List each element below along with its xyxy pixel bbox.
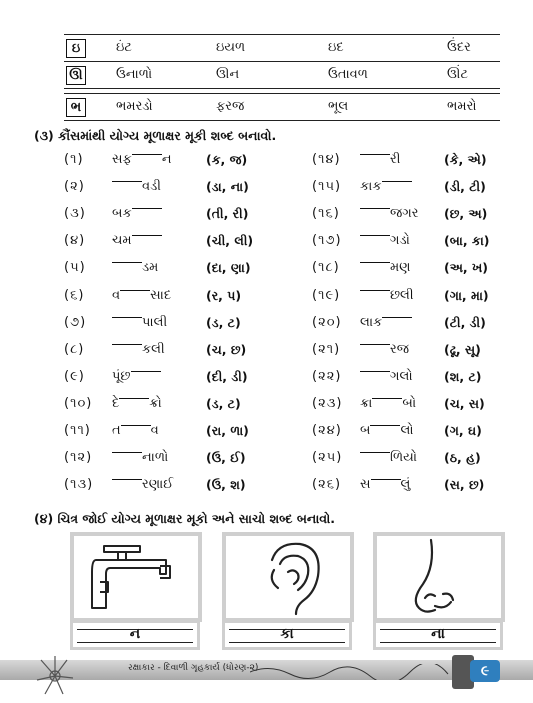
fill-blank-line (112, 452, 142, 453)
fill-blank-line (360, 371, 390, 372)
picture-box (70, 532, 202, 622)
item-word (360, 206, 419, 221)
list-item (64, 313, 294, 333)
word-suffix: ન (161, 152, 172, 167)
ear-icon (226, 536, 350, 618)
fill-blank-line (370, 425, 400, 426)
table-row (64, 62, 500, 89)
item-number: (૨૨) (312, 368, 342, 384)
item-number: (૧૭) (312, 233, 342, 249)
list-item (312, 475, 533, 495)
list-item (312, 313, 533, 333)
word-prefix: કાક (360, 179, 382, 195)
item-number: (૨૧) (312, 341, 341, 357)
item-number: (૧૯) (312, 287, 341, 303)
word-suffix: ળિયો (390, 450, 417, 466)
list-item (312, 367, 533, 387)
item-number: (૧૨) (64, 450, 93, 466)
fill-blank-line (382, 181, 412, 182)
word-cell: ઇંટ (116, 40, 132, 55)
word-suffix: મણ (390, 260, 411, 276)
item-word (112, 369, 161, 384)
letter-cell: ઇ (66, 39, 86, 58)
options-text: (દા, ણા) (206, 260, 251, 276)
word-suffix: રણાઈ (142, 477, 174, 493)
word-cell: ઉંદર (447, 40, 471, 55)
word-suffix: છલી (390, 287, 414, 303)
tap-icon (74, 536, 198, 618)
word-cell: ભૂલ (328, 99, 349, 114)
word-prefix: સફ (112, 152, 132, 167)
item-number: (૭) (64, 314, 87, 330)
item-number: (૧) (64, 152, 84, 167)
answer-text: ના (431, 626, 445, 642)
fill-blank-line (360, 452, 390, 453)
word-prefix: વ (112, 287, 121, 303)
fill-blank-line (112, 344, 142, 345)
options-text: (ડ, ટ) (206, 395, 241, 411)
word-suffix: લું (400, 477, 411, 493)
options-text: (ડા, ના) (206, 179, 249, 195)
decorative-flower-icon (30, 652, 80, 700)
item-number: (૬) (64, 287, 85, 303)
letter-word-table (64, 34, 500, 121)
options-text: (ચી, લી) (206, 233, 254, 249)
word-prefix: સ (360, 477, 371, 493)
item-number: (૧૦) (64, 395, 93, 411)
item-number: (૧૮) (312, 260, 340, 276)
options-text: (ગ, ઘ) (444, 423, 482, 438)
options-text: (અ, ખ) (444, 260, 488, 276)
list-item (312, 394, 533, 414)
word-suffix: ક્રો (149, 395, 162, 411)
item-number: (૧૫) (312, 179, 342, 195)
fill-blank-line (360, 290, 390, 291)
item-word (112, 206, 162, 221)
options-text: (ર, પ) (206, 287, 242, 303)
list-item (64, 394, 294, 414)
item-word (360, 342, 409, 357)
picture-box (373, 532, 505, 622)
word-prefix: ત (112, 423, 121, 438)
item-word (112, 152, 172, 167)
table-row (64, 93, 500, 121)
list-item (312, 421, 533, 441)
list-item (64, 448, 294, 468)
word-suffix: રજ (390, 341, 410, 357)
options-text: (ઉ, શ) (206, 477, 246, 493)
list-item (312, 150, 533, 170)
item-word (112, 396, 162, 411)
options-text: (રા, ળા) (206, 423, 249, 438)
options-text: (ઠ, હ) (444, 450, 481, 466)
word-suffix: ગડો (390, 233, 410, 249)
word-prefix: બ (360, 423, 371, 438)
item-word (360, 233, 410, 248)
fill-blank-line (112, 317, 142, 318)
item-number: (૨૪) (312, 423, 342, 438)
table-row (64, 35, 500, 62)
word-suffix: વ (150, 423, 159, 438)
word-suffix: પાલી (142, 314, 168, 330)
item-number: (૩) (64, 206, 86, 222)
list-item (64, 150, 294, 170)
word-suffix: ગલો (390, 368, 413, 384)
options-text: (ક, જ) (206, 152, 248, 167)
word-cell: ફરજ (216, 99, 245, 114)
decorative-wire-icon (250, 664, 450, 680)
options-text: (તી, રી) (206, 206, 249, 222)
word-suffix: કલી (142, 341, 165, 357)
word-prefix: બક (112, 206, 132, 222)
answer-box (222, 620, 352, 650)
item-number: (૯) (64, 368, 85, 384)
nose-icon (377, 536, 501, 618)
answer-box (373, 620, 503, 650)
list-item (64, 204, 294, 224)
item-word (112, 260, 158, 275)
word-suffix: રી (390, 152, 401, 167)
fill-blank-line (112, 479, 142, 480)
list-item (312, 340, 533, 360)
item-word (360, 260, 411, 275)
options-text: (છ, અ) (444, 206, 488, 222)
item-word (360, 152, 400, 167)
item-number: (૧૩) (64, 477, 94, 493)
word-suffix: લો (400, 423, 414, 438)
word-cell: ઇયળ (216, 40, 246, 55)
page-number-badge: ૯ (470, 660, 500, 682)
section-4-title: (૪) ચિત્ર જોઈ યોગ્ય મૂળાક્ષર મૂકો અને સાચો શબ્દ બનાવો. (34, 511, 335, 526)
item-word (360, 288, 414, 303)
fill-blank-line (360, 208, 390, 209)
options-text: (કે, એ) (444, 152, 487, 167)
fill-blank-line (360, 235, 390, 236)
letter-cell: ઊ (66, 66, 86, 85)
item-word (112, 423, 159, 438)
list-item (312, 286, 533, 306)
options-text: (શ, ટ) (444, 368, 482, 384)
item-word (112, 342, 165, 357)
word-prefix: લાક (360, 314, 383, 330)
list-item (64, 258, 294, 278)
list-item (312, 448, 533, 468)
list-item (64, 421, 294, 441)
word-cell: ઊંટ (447, 67, 469, 82)
fill-blank-line (132, 208, 162, 209)
word-cell: ભમરો (447, 99, 477, 114)
item-number: (૮) (64, 341, 85, 357)
item-number: (૨૫) (312, 450, 343, 466)
item-word (112, 450, 168, 465)
word-prefix: ક્રા (360, 395, 373, 411)
fill-blank-line (372, 398, 402, 399)
word-suffix: ડમ (142, 260, 159, 276)
item-word (112, 477, 173, 492)
options-text: (દી, ડી) (206, 368, 248, 384)
fill-blank-line (112, 262, 142, 263)
item-number: (૨૬) (312, 477, 342, 493)
list-item (64, 340, 294, 360)
item-number: (૧૪) (312, 152, 341, 167)
options-text: (ડી, ટી) (444, 179, 486, 195)
list-item (312, 177, 533, 197)
item-number: (૨૩) (312, 395, 343, 411)
item-number: (૧૬) (312, 206, 340, 222)
options-text: (ઉ, ઈ) (206, 450, 246, 466)
section-3-title: (૩) કૌંસમાંથી યોગ્ય મૂળાક્ષર મૂકી શબ્દ બનાવો. (34, 128, 277, 143)
item-word (112, 179, 161, 194)
options-text: (બા, કા) (444, 233, 490, 249)
item-word (360, 450, 417, 465)
options-text: (ચ, સ) (444, 395, 485, 411)
word-suffix: વડી (142, 179, 161, 195)
word-cell: ઊન (216, 67, 240, 82)
word-suffix: સાદ (150, 287, 172, 303)
options-text: (ડ, ટ) (206, 314, 241, 330)
options-text: (ગા, મા) (444, 287, 489, 303)
options-text: (ઢૂ, સૂ) (444, 341, 481, 357)
item-word (360, 396, 416, 411)
fill-blank-line (132, 154, 162, 155)
item-word (112, 315, 167, 330)
word-cell: ઇદ (328, 40, 344, 55)
word-prefix: પૂંછ (112, 368, 131, 384)
answer-text: કા (280, 626, 294, 642)
footer-text: રક્ષાકાર - દિવાળી ગૃહકાર્ય (ધોરણ-૨) (128, 663, 259, 673)
list-item (312, 204, 533, 224)
picture-box (222, 532, 354, 622)
item-word (360, 315, 412, 330)
answer-text: ન (129, 626, 141, 642)
word-prefix: દે (112, 395, 120, 411)
list-item (312, 231, 533, 251)
fill-blank-line (360, 262, 390, 263)
item-number: (૨) (64, 179, 85, 195)
item-word (112, 233, 162, 248)
item-number: (૨૦) (312, 314, 342, 330)
fill-blank-line (382, 317, 412, 318)
fill-blank-line (360, 154, 390, 155)
fill-blank-line (371, 479, 401, 480)
word-suffix: નાળો (142, 450, 169, 466)
item-word (360, 369, 413, 384)
list-item (64, 367, 294, 387)
fill-blank-line (112, 181, 142, 182)
word-cell: ઉનાળો (116, 67, 153, 82)
item-word (112, 288, 171, 303)
answer-box (70, 620, 200, 650)
fill-blank-line (119, 398, 149, 399)
item-number: (૪) (64, 233, 86, 249)
list-item (64, 475, 294, 495)
fill-blank-line (132, 235, 162, 236)
word-cell: ભમરડો (116, 99, 153, 114)
word-suffix: જગર (390, 206, 419, 222)
list-item (64, 286, 294, 306)
fill-blank-line (131, 371, 161, 372)
word-prefix: ચમ (112, 233, 132, 249)
options-text: (ટી, ડી) (444, 314, 486, 330)
item-word (360, 179, 412, 194)
options-text: (સ, છ) (444, 477, 485, 493)
item-number: (૧૧) (64, 423, 91, 438)
fill-blank-line (360, 344, 390, 345)
fill-blank-line (120, 290, 150, 291)
item-number: (૫) (64, 260, 86, 276)
word-cell: ઉતાવળ (328, 67, 368, 82)
list-item (64, 231, 294, 251)
list-item (64, 177, 294, 197)
fill-blank-line (121, 425, 151, 426)
word-suffix: બો (402, 395, 417, 411)
item-word (360, 477, 410, 492)
list-item (312, 258, 533, 278)
item-word (360, 423, 414, 438)
letter-cell: ભ (66, 98, 86, 117)
options-text: (ચ, છ) (206, 341, 247, 357)
